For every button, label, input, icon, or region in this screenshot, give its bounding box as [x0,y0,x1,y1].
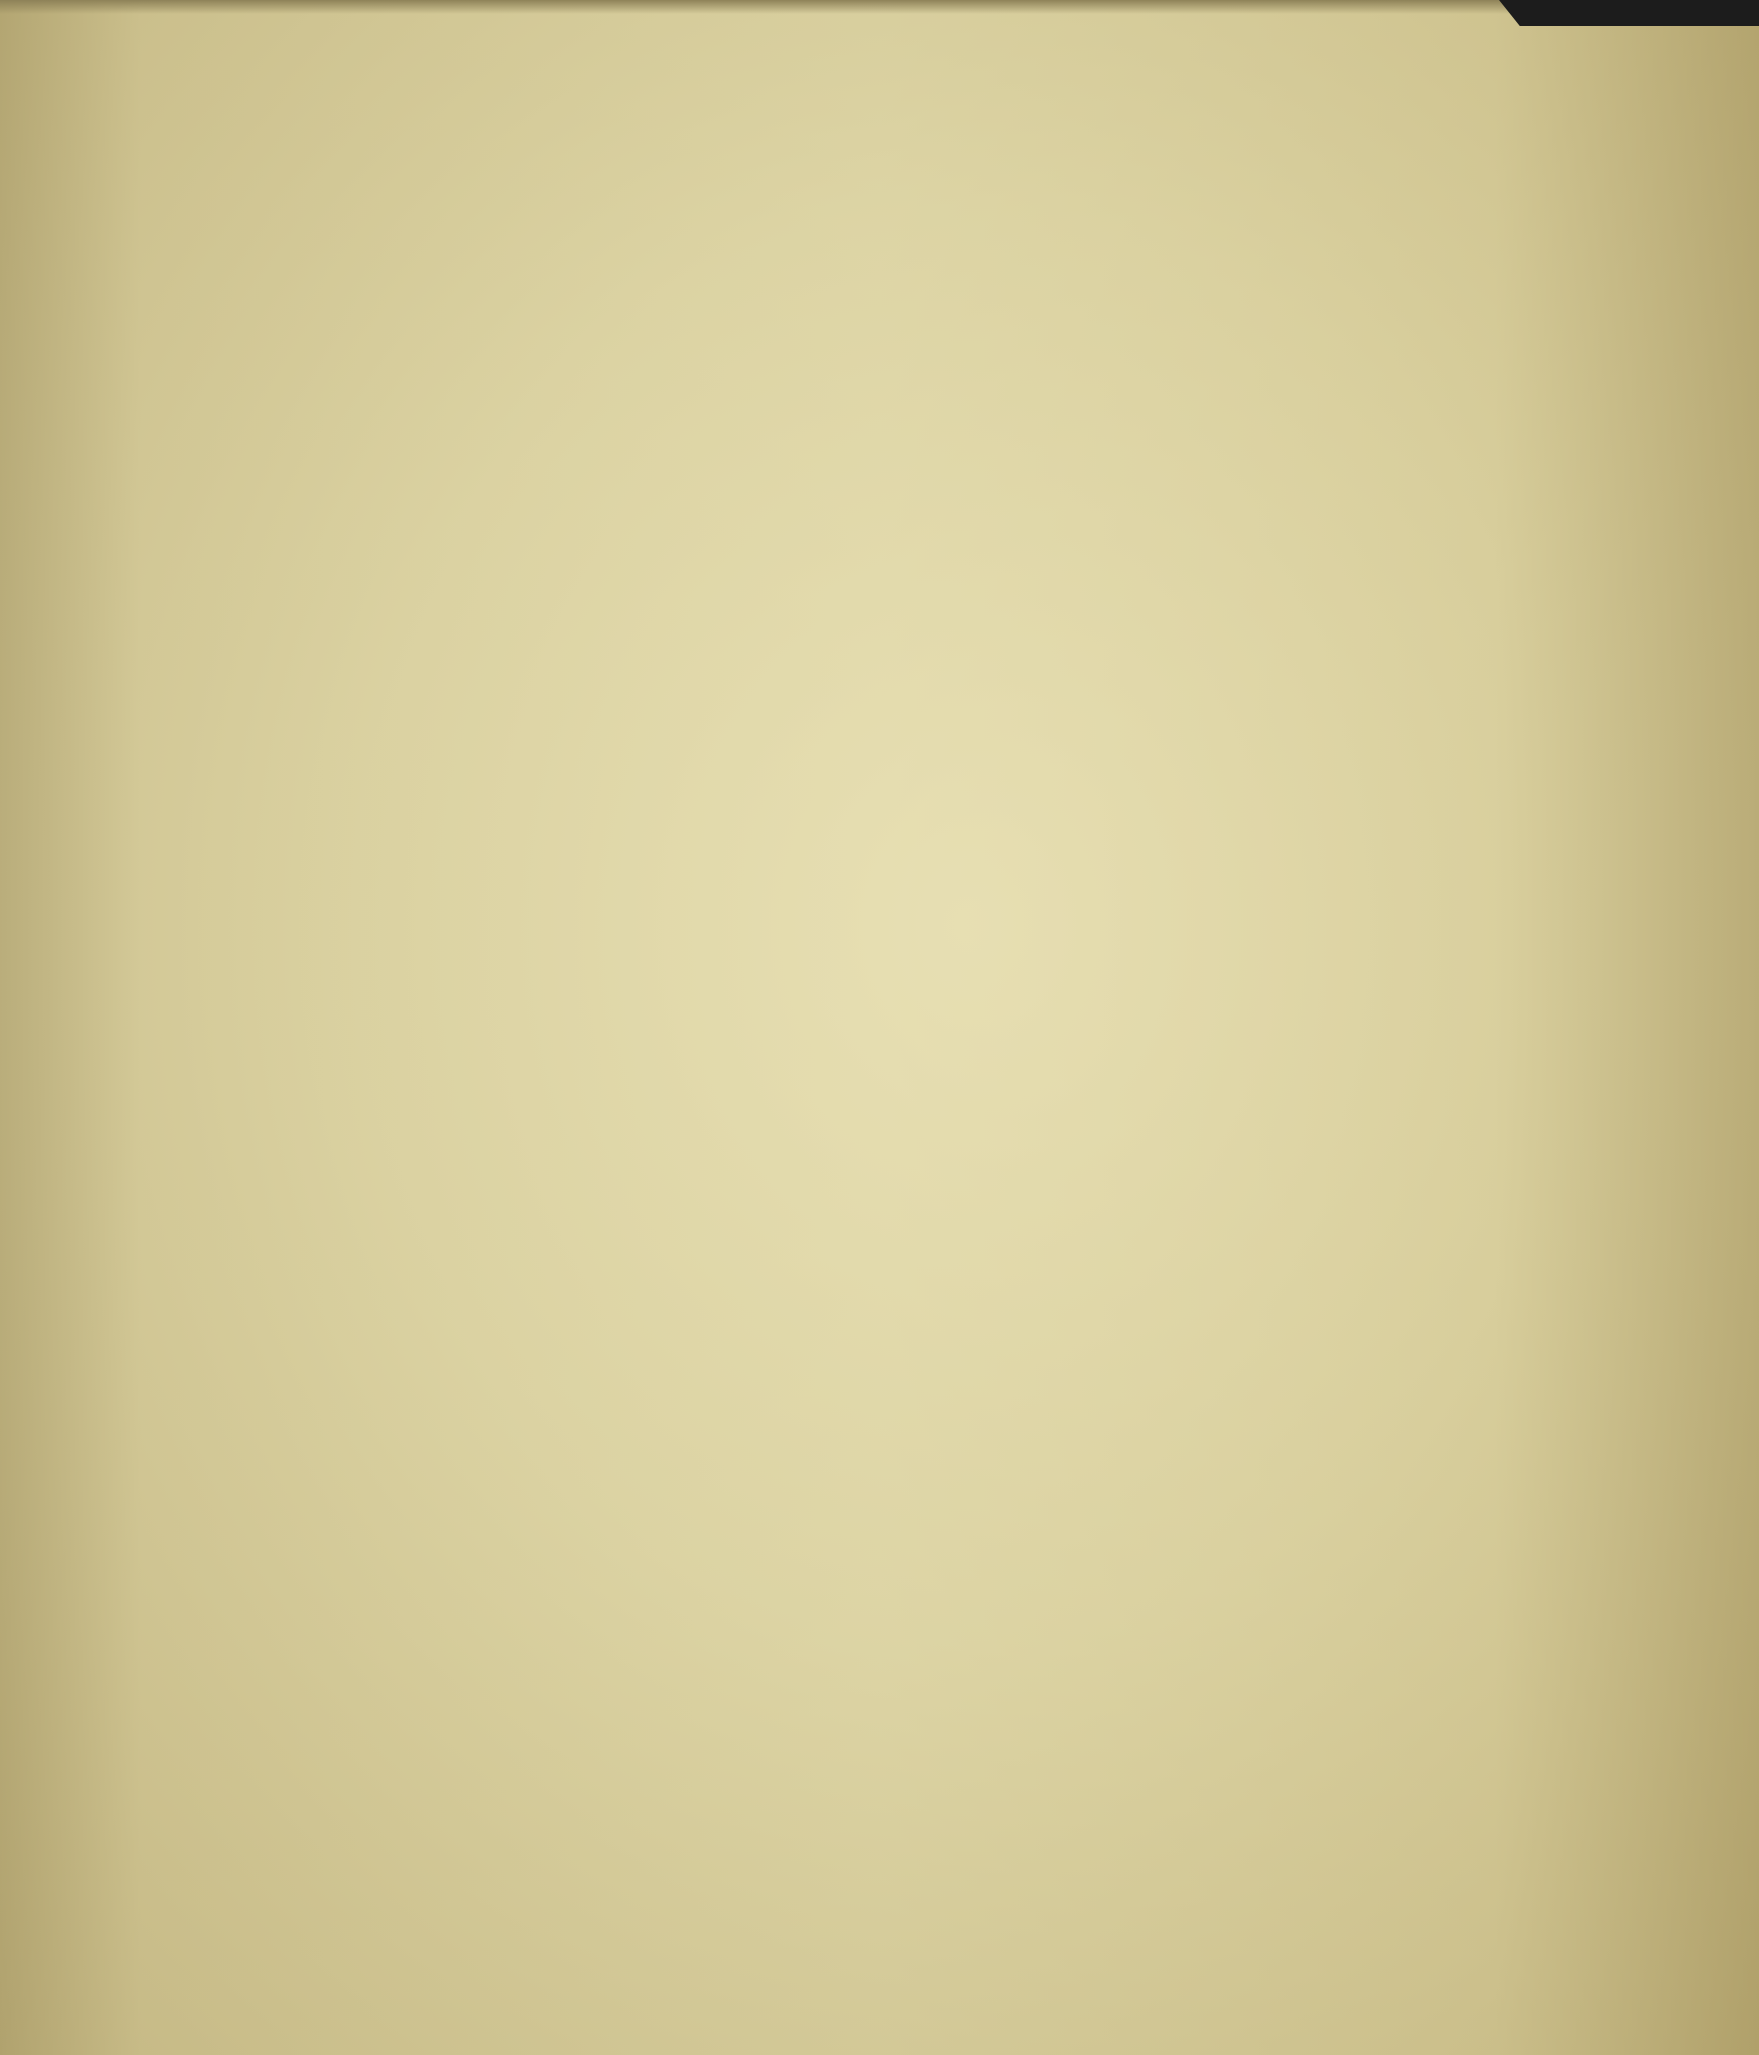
scan-background-corner [1499,0,1759,26]
page-top-shadow [0,0,1759,14]
page-header [0,30,1759,74]
section-heading [340,505,1580,565]
